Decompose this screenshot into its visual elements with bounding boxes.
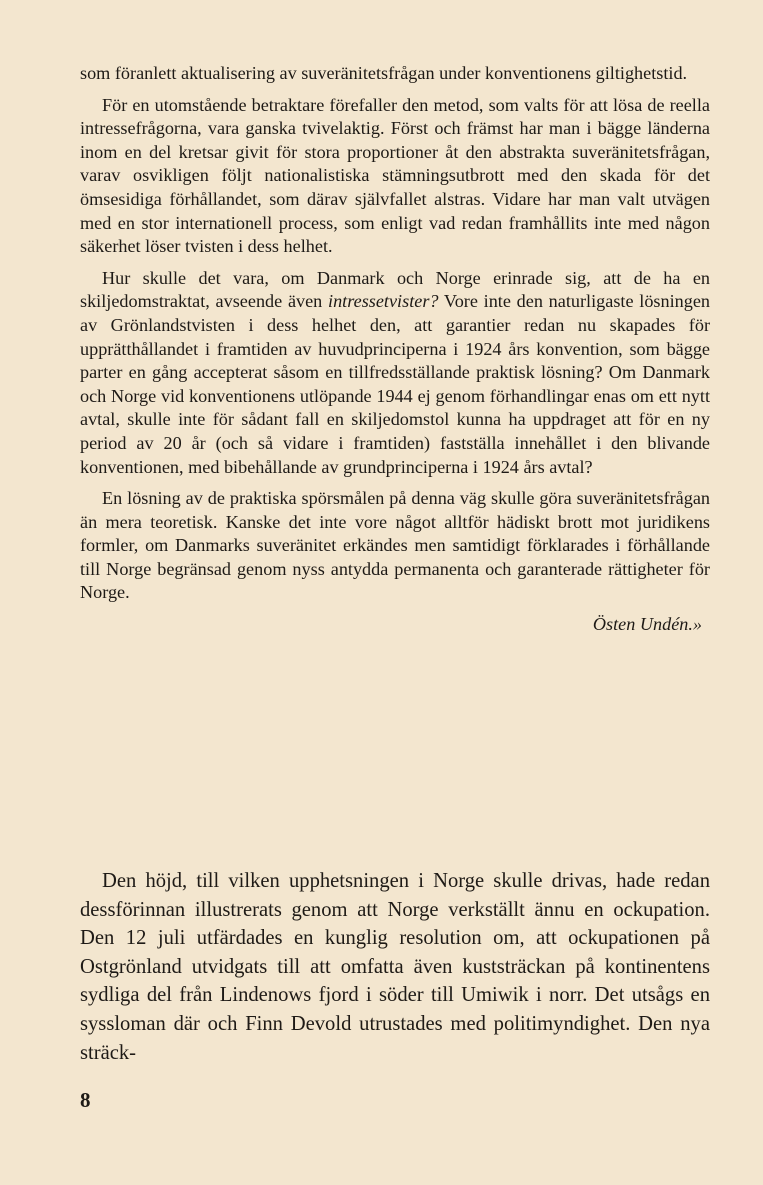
quote-paragraph-3 [80, 267, 710, 479]
main-paragraph: Den höjd, till vilken upphetsningen i Norge skulle drivas, hade redan dessförinnan illustrerats genom att Norge verkställt ännu en ockupation. Den 12 juli utfärdades en kunglig resolution om, att ockupationen på Ostgrönland utvidgats till att omfatta även kuststräckan på kontinentens sydliga del från Lindenows fjord i söder till Umiwik i norr. Det utsågs en syssloman där och Finn Devold utrustades med politimyndighet. Den nya sträck- [80, 870, 710, 1064]
quote-paragraph-3-start: Hur skulle det vara, om Danmark och Norge erinrade sig, att de ha en skiljedomstraktat, avseende även [80, 267, 710, 312]
page-number: 8 [80, 1088, 91, 1112]
quote-paragraph-3-rest: Vore inte den naturligaste lösningen av Grönlandstvisten i dess helhet den, att garantier redan nu skapades för upprätthållandet i framtiden av huvudprinciperna i 1924 års konvention, som bägge parter en gång accepterat såsom en tillfredsställande praktisk lösning? Om Danmark och Norge vid konventionens utlöpande 1944 ej genom förhandlingar enas om ett nytt avtal, skulle inte för sådant fall en skiljedomstol kunna ha uppdraget att för en ny period av 20 år (och så vidare i framtiden) fastställa innehållet i den blivande konventionen, med bibehållande av grundprinciperna i 1924 års avtal? [80, 291, 710, 477]
quote-paragraph-2: För en utomstående betraktare förefaller den metod, som valts för att lösa de reella intressefrågorna, vara ganska tvivelaktig. Först och främst har man i bägge länderna inom en del kretsar givit för stora proportioner åt den abstrakta suveränitetsfrågan, varav osvikligen följt nationalistiska stämningsutbrott med den skada för det ömsesidiga förhållandet, som därav självfallet alstras. Vidare har man valt utvägen med en stor internationell process, som enligt vad redan framhållits inte med någon säkerhet löser tvisten i dess helhet. [80, 94, 710, 257]
signature: Östen Undén.» [592, 614, 702, 635]
main-text [80, 867, 710, 1067]
emphasized-term: intressetvister? [328, 291, 439, 312]
quote-paragraph-4: En lösning av de praktiska spörsmålen på denna väg skulle göra suveränitetsfrågan än mera teoretisk. Kanske det inte vore något alltför hädiskt brott mot juridikens formler, om Danmarks suveränitet erkändes men samtidigt förklarades i förhållande till Norge begränsad genom nyss antydda permanenta och garanterade rättigheter för Norge. [80, 488, 710, 603]
quote-paragraph-1: som föranlett aktualisering av suveränitetsfrågan under konventionens giltighetstid. [80, 63, 688, 83]
quoted-letter [80, 62, 710, 637]
